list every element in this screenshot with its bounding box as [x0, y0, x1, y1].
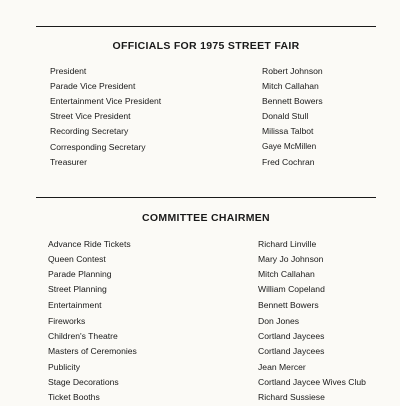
role-label: Queen Contest [48, 254, 106, 264]
list-item [0, 316, 400, 330]
role-label: Stage Decorations [48, 377, 119, 387]
person-name: Bennett Bowers [262, 96, 323, 106]
person-name: Richard Sussiese [258, 392, 325, 402]
person-name: Donald Stull [262, 111, 309, 121]
person-name: Jean Mercer [258, 362, 306, 372]
role-label: Fireworks [48, 316, 86, 326]
role-label: Street Vice President [50, 111, 131, 121]
section-divider [36, 197, 376, 198]
person-name: Robert Johnson [262, 66, 323, 76]
role-label: President [50, 66, 87, 76]
officials-title: OFFICIALS FOR 1975 STREET FAIR [112, 40, 300, 52]
list-item [0, 362, 400, 376]
person-name: William Copeland [258, 284, 325, 294]
list-item [0, 111, 400, 125]
role-label: Ticket Booths [48, 392, 100, 402]
person-name: Mitch Callahan [262, 81, 319, 91]
committee-title: COMMITTEE CHAIRMEN [142, 212, 270, 224]
list-item [0, 331, 400, 345]
role-label: Publicity [48, 362, 80, 372]
role-label: Parade Planning [48, 269, 112, 279]
list-item [0, 269, 400, 283]
list-item [0, 239, 400, 253]
role-label: Recording Secretary [50, 126, 129, 136]
role-label: Treasurer [50, 157, 87, 167]
person-name: Mitch Callahan [258, 269, 315, 279]
list-item [0, 392, 400, 406]
person-name: Gaye McMillen [262, 142, 317, 151]
person-name: Richard Linville [258, 239, 317, 249]
person-name: Cortland Jaycee Wives Club [258, 377, 366, 387]
list-item [0, 142, 400, 156]
role-label: Children's Theatre [48, 331, 118, 341]
list-item [0, 346, 400, 360]
list-item [0, 254, 400, 268]
role-label: Corresponding Secretary [50, 142, 146, 152]
role-label: Entertainment Vice President [50, 96, 162, 106]
role-label: Entertainment [48, 300, 102, 310]
person-name: Cortland Jaycees [258, 331, 325, 341]
list-item [0, 66, 400, 80]
person-name: Milissa Talbot [262, 126, 314, 136]
role-label: Advance Ride Tickets [48, 239, 131, 249]
list-item [0, 157, 400, 171]
list-item [0, 300, 400, 314]
role-label: Masters of Ceremonies [48, 346, 137, 356]
role-label: Street Planning [48, 284, 107, 294]
person-name: Don Jones [258, 316, 300, 326]
top-rule [36, 26, 376, 27]
list-item [0, 96, 400, 110]
list-item [0, 284, 400, 298]
person-name: Cortland Jaycees [258, 346, 325, 356]
list-item [0, 81, 400, 95]
person-name: Mary Jo Johnson [258, 254, 324, 264]
list-item [0, 377, 400, 391]
person-name: Bennett Bowers [258, 300, 319, 310]
role-label: Parade Vice President [50, 81, 136, 91]
person-name: Fred Cochran [262, 157, 315, 167]
list-item [0, 126, 400, 140]
